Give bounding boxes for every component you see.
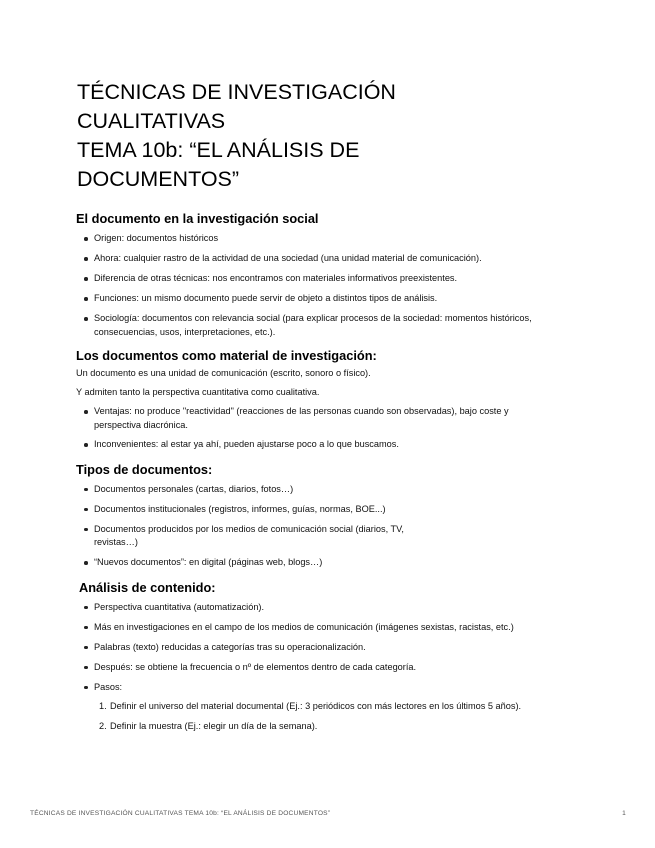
list-item: “Nuevos documentos”: en digital (páginas web, blogs…) [76,556,576,570]
list-item: Después: se obtiene la frecuencia o nº de elementos dentro de cada categoría. [76,661,576,675]
section-heading-documento: El documento en la investigación social [76,211,319,226]
list-item: Palabras (texto) reducidas a categorías tras su operacionalización. [76,641,576,655]
step-item [76,700,576,714]
list-item: Inconvenientes: al estar ya ahí, pueden ajustarse poco a lo que buscamos. [76,438,576,452]
list-item: Documentos personales (cartas, diarios, fotos…) [76,483,576,497]
section-list-documento [76,232,576,339]
list-item: Ahora: cualquier rastro de la actividad de una sociedad (una unidad material de comunicación). [76,252,576,266]
step-item [76,720,576,734]
list-item-line: Documentos producidos por los medios de comunicación social (diarios, TV, [94,523,404,534]
list-item: Funciones: un mismo documento puede servir de objeto a distintos tipos de análisis. [76,292,576,306]
paragraph-unidad: Un documento es una unidad de comunicación (escrito, sonoro o físico). [76,368,371,378]
step-number: 1. [99,701,107,711]
list-item [76,405,576,432]
section-list-analisis [76,601,576,695]
list-item: Documentos institucionales (registros, informes, guías, normas, BOE...) [76,503,576,517]
list-item-line: Ventajas: no produce "reactividad" (reacciones de las personas cuando son observadas), bajo coste y [94,406,509,416]
list-item [76,523,576,550]
section-heading-analisis: Análisis de contenido: [79,579,216,595]
list-item-line: perspectiva diacrónica. [94,419,188,430]
list-item: Origen: documentos históricos [76,232,576,246]
steps-list [76,700,576,734]
section-heading-tipos: Tipos de documentos: [76,461,213,477]
list-item-line: revistas…) [94,537,138,547]
title-line-1: TÉCNICAS DE INVESTIGACIÓN [77,80,396,104]
footer-text: TÉCNICAS DE INVESTIGACIÓN CUALITATIVAS TEMA 10b: “EL ANÁLISIS DE DOCUMENTOS” [30,810,331,817]
list-item: Diferencia de otras técnicas: nos encontramos con materiales informativos preexistentes. [76,272,576,286]
list-item: Más en investigaciones en el campo de los medios de comunicación (imágenes sexistas, racistas, etc.) [76,621,576,635]
document-title [77,78,597,194]
section-list-tipos [76,483,576,570]
title-line-3: TEMA 10b: “EL ANÁLISIS DE [77,138,360,162]
list-item-line: consecuencias, usos, interpretaciones, etc.). [94,326,276,337]
document-body [76,210,576,734]
step-number: 2. [99,721,107,731]
paragraph-perspectiva: Y admiten tanto la perspectiva cuantitativa como cualitativa. [76,387,320,397]
title-line-4: DOCUMENTOS” [77,167,240,191]
title-line-2: CUALITATIVAS [77,109,226,133]
list-item [76,312,576,339]
page-footer [30,810,626,817]
page-number: 1 [622,810,626,817]
step-text: Definir la muestra (Ej.: elegir un día de la semana). [110,721,318,731]
list-item: Perspectiva cuantitativa (automatización). [76,601,576,615]
section-list-material [76,405,576,452]
list-item-line: Sociología: documentos con relevancia social (para explicar procesos de la sociedad: momentos históricos, [94,313,532,323]
step-text: Definir el universo del material documental (Ej.: 3 periódicos con más lectores en los últimos 5 años). [110,701,522,711]
list-item: Pasos: [76,681,576,695]
section-heading-material: Los documentos como material de investigación: [76,348,377,363]
